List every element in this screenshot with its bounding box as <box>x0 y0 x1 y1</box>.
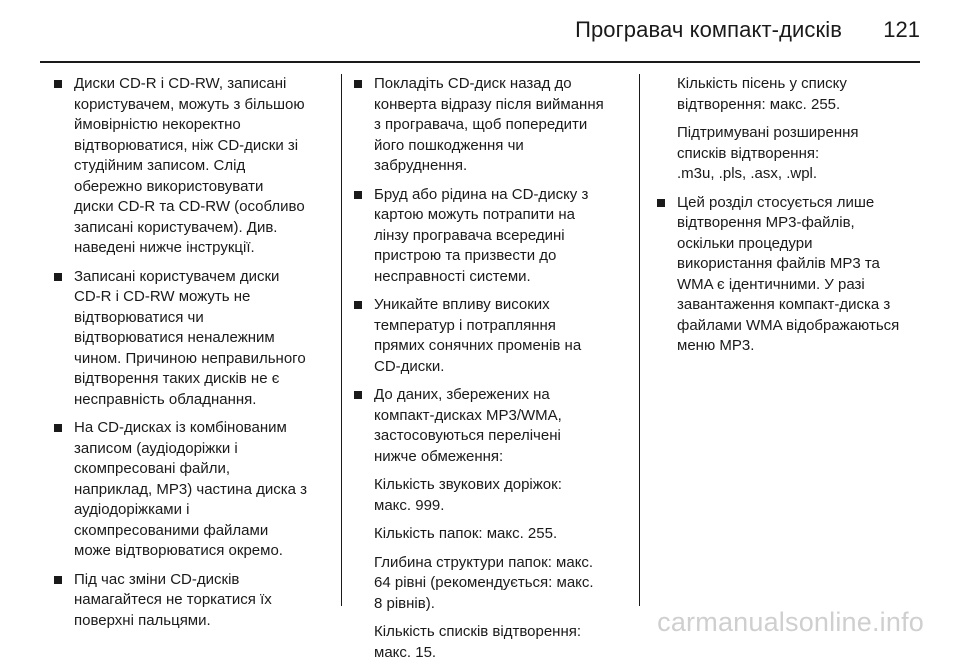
bullet-item <box>352 385 632 467</box>
column-divider-1 <box>341 74 342 606</box>
limit-paragraph: Кількість папок: макс. 255. <box>374 525 558 542</box>
bullet-item <box>352 74 632 177</box>
square-bullet-icon <box>54 576 62 584</box>
square-bullet-icon <box>354 80 362 88</box>
square-bullet-icon <box>354 301 362 309</box>
bullet-text: Цей розділ стосується лише відтворення MP3-файлів, оскільки процедури використання файлів MP3 та WMA є ідентичними. У разі завантаження компакт-диска з файлами WMA відображаються меню MP3. <box>677 193 900 354</box>
limit-paragraph: Кількість списків відтворення: макс. 15. <box>374 623 582 661</box>
text-column-2 <box>352 74 632 671</box>
limit-paragraph: Підтримувані розширення списків відтворення: .m3u, .pls, .asx, .wpl. <box>677 124 859 182</box>
bullet-item <box>52 418 332 562</box>
bullet-text: Під час зміни CD-дисків намагайтеся не торкатися їх поверхні пальцями. <box>74 570 272 629</box>
bullet-text: Бруд або рідина на CD-диску з картою можуть потрапити на лінзу програвача всередині пристрою та призвести до несправності системи. <box>374 185 589 285</box>
header-rule <box>40 61 920 63</box>
bullet-item <box>352 295 632 377</box>
bullet-item <box>352 185 632 288</box>
bullet-text: Записані користувачем диски CD-R і CD-RW можуть не відтворюватися чи відтворюватися неналежним чином. Причиною неправильного відтворення таких дисків не є несправність обладнання. <box>74 267 306 408</box>
page-title: Програвач компакт-дисків <box>575 17 842 42</box>
bullet-item <box>655 193 930 357</box>
text-column-3 <box>655 74 930 365</box>
bullet-text: Диски CD-R і CD-RW, записані користувачем, можуть з більшою ймовірністю некоректно відтворюватися, ніж CD-диски зі студійним записом. Слід обережно використовувати диски CD-R та CD-RW (особливо записані користувачем). Див. наведені нижче інструкції. <box>74 75 305 256</box>
bullet-text: На CD-дисках із комбінованим записом (аудіодоріжки і скомпресовані файли, наприклад, MP3) частина диска з аудіодоріжками і скомпресованими файлами може відтворюватися окремо. <box>74 419 307 559</box>
square-bullet-icon <box>54 273 62 281</box>
square-bullet-icon <box>657 199 665 207</box>
square-bullet-icon <box>354 191 362 199</box>
watermark: carmanualsonline.info <box>657 607 924 637</box>
text-column-1 <box>52 74 332 639</box>
square-bullet-icon <box>354 391 362 399</box>
limit-paragraph: Кількість пісень у списку відтворення: макс. 255. <box>677 75 847 113</box>
square-bullet-icon <box>54 80 62 88</box>
bullet-item <box>52 570 332 632</box>
bullet-text: Покладіть CD-диск назад до конверта відразу після виймання з програвача, щоб попередити його пошкодження чи забруднення. <box>374 75 604 174</box>
bullet-item <box>52 74 332 259</box>
page-header <box>0 0 960 62</box>
page-number: 121 <box>883 17 920 42</box>
limit-paragraph: Кількість звукових доріжок: макс. 999. <box>374 476 562 514</box>
column-divider-2 <box>639 74 640 606</box>
bullet-item <box>52 267 332 411</box>
square-bullet-icon <box>54 424 62 432</box>
bullet-text: До даних, збережених на компакт-дисках MP3/WMA, застосовуються перелічені нижче обмеження: <box>374 386 562 465</box>
bullet-text: Уникайте впливу високих температур і потрапляння прямих сонячних променів на CD-диски. <box>374 296 582 375</box>
limit-paragraph: Глибина структури папок: макс. 64 рівні (рекомендується: макс. 8 рівнів). <box>374 553 594 612</box>
